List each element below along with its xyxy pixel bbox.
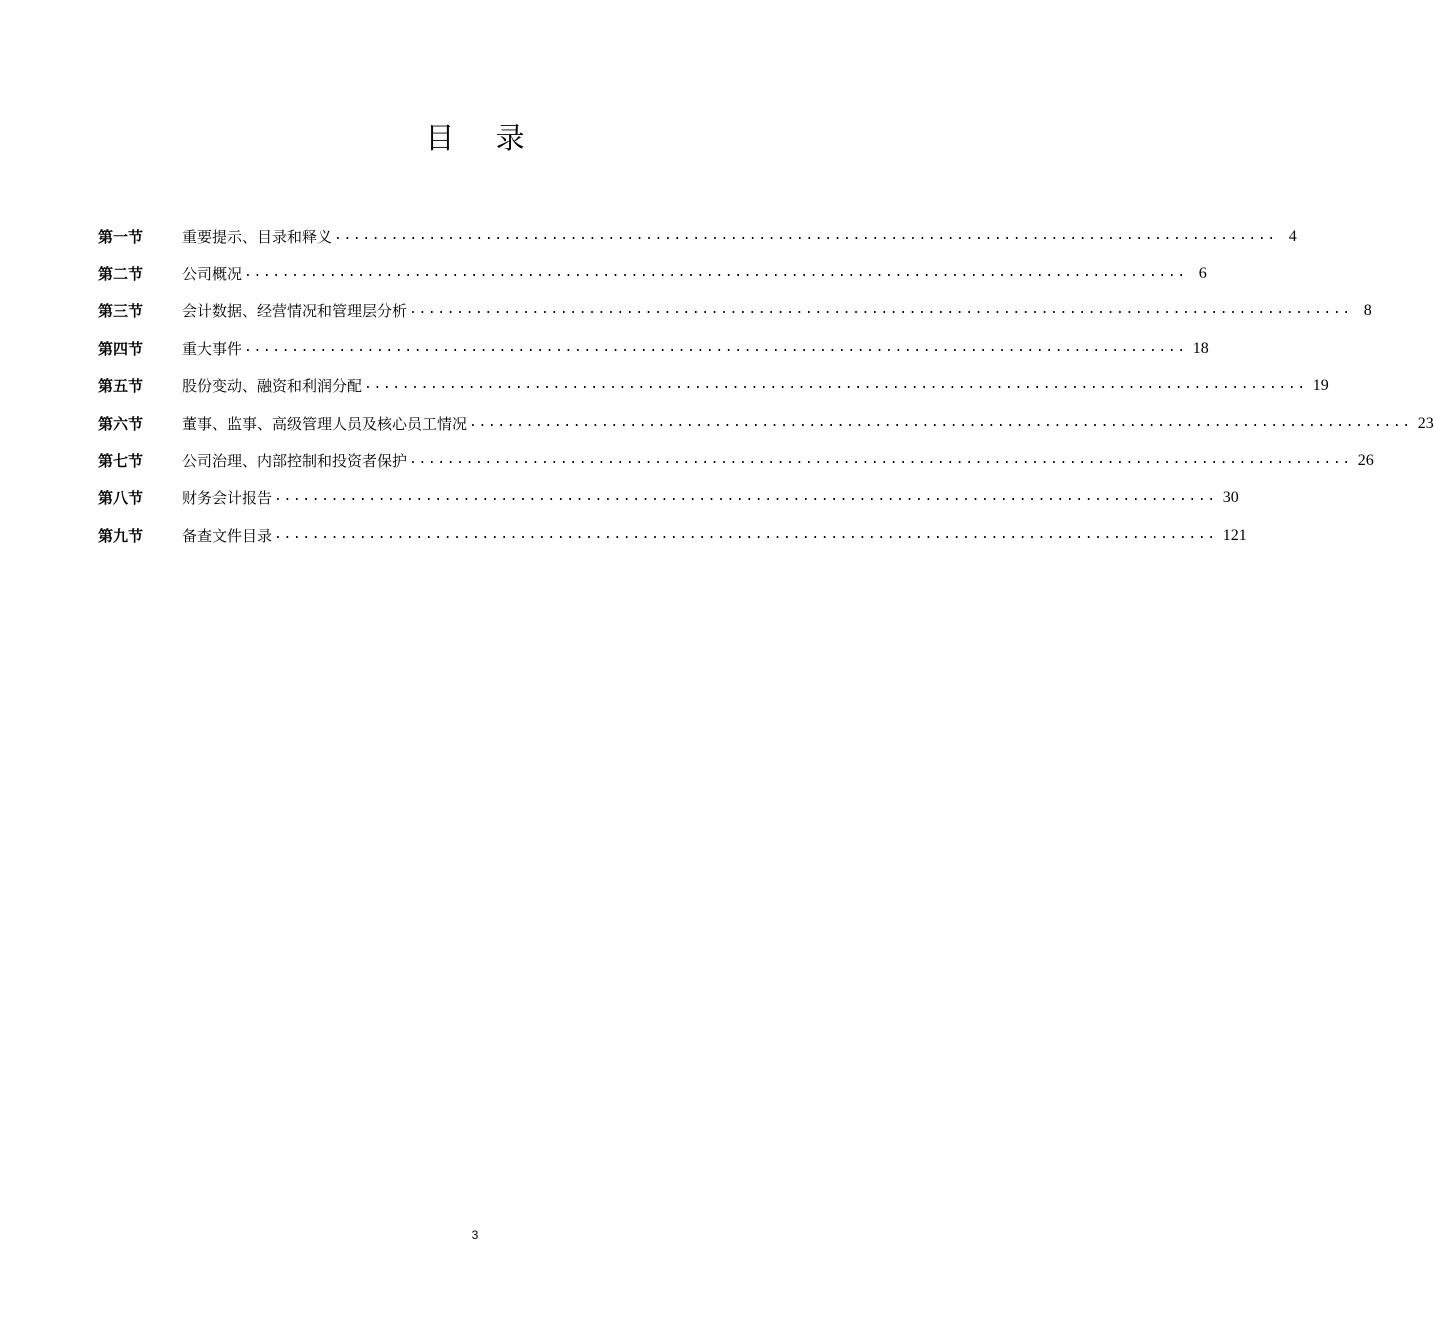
toc-dot-leader: ....................................................................................................	[334, 227, 1277, 243]
toc-section-number: 第四节	[98, 339, 144, 358]
toc-section-title: 重大事件	[182, 339, 243, 358]
toc-entry-9[interactable]	[98, 517, 1247, 554]
toc-section-number: 第三节	[98, 302, 144, 321]
toc-entry-8[interactable]	[98, 480, 1239, 517]
toc-section-number: 第一节	[98, 227, 144, 246]
toc-page-number: 121	[1222, 526, 1247, 544]
toc-dot-leader: ....................................................................................................	[274, 489, 1217, 505]
toc-entry-4[interactable]	[98, 330, 1209, 367]
toc-entry-3[interactable]	[98, 293, 1372, 330]
toc-section-title: 董事、监事、高级管理人员及核心员工情况	[182, 414, 468, 433]
toc-section-title: 财务会计报告	[182, 489, 273, 508]
toc-section-number: 第九节	[98, 526, 144, 545]
toc-section-title: 公司治理、内部控制和投资者保护	[182, 452, 408, 471]
toc-entry-5[interactable]	[98, 368, 1329, 405]
toc-page-number: 26	[1357, 452, 1374, 470]
toc-section-number: 第五节	[98, 377, 144, 396]
toc-page-number: 30	[1222, 489, 1239, 507]
toc-page-number: 4	[1288, 227, 1297, 245]
toc-dot-leader: ....................................................................................................	[364, 377, 1307, 393]
toc-section-title: 公司概况	[182, 265, 243, 284]
toc-dot-leader: ....................................................................................................	[409, 302, 1352, 318]
toc-section-title: 备查文件目录	[182, 526, 273, 545]
toc-section-number: 第六节	[98, 414, 144, 433]
toc-dot-leader: ....................................................................................................	[244, 339, 1187, 355]
table-of-contents	[98, 218, 1434, 555]
toc-page-number: 6	[1198, 265, 1207, 283]
toc-page-number: 18	[1192, 339, 1209, 357]
toc-section-number: 第七节	[98, 452, 144, 471]
toc-entry-7[interactable]	[98, 442, 1374, 479]
toc-page-number: 8	[1363, 302, 1372, 320]
toc-entry-6[interactable]	[98, 405, 1434, 442]
page-number: 3	[471, 1228, 479, 1242]
toc-entry-1[interactable]	[98, 218, 1297, 255]
toc-entry-2[interactable]	[98, 255, 1207, 292]
toc-page-number: 19	[1312, 377, 1329, 395]
toc-dot-leader: ....................................................................................................	[469, 414, 1412, 430]
toc-section-title: 会计数据、经营情况和管理层分析	[182, 302, 408, 321]
toc-dot-leader: ....................................................................................................	[244, 265, 1187, 281]
toc-section-number: 第二节	[98, 265, 144, 284]
toc-section-number: 第八节	[98, 489, 144, 508]
toc-dot-leader: ....................................................................................................	[409, 452, 1352, 468]
page-title: 目 录	[425, 121, 541, 155]
toc-dot-leader: ....................................................................................................	[274, 526, 1217, 542]
toc-page-number: 23	[1417, 414, 1434, 432]
toc-section-title: 股份变动、融资和利润分配	[182, 377, 363, 396]
toc-section-title: 重要提示、目录和释义	[182, 227, 333, 246]
